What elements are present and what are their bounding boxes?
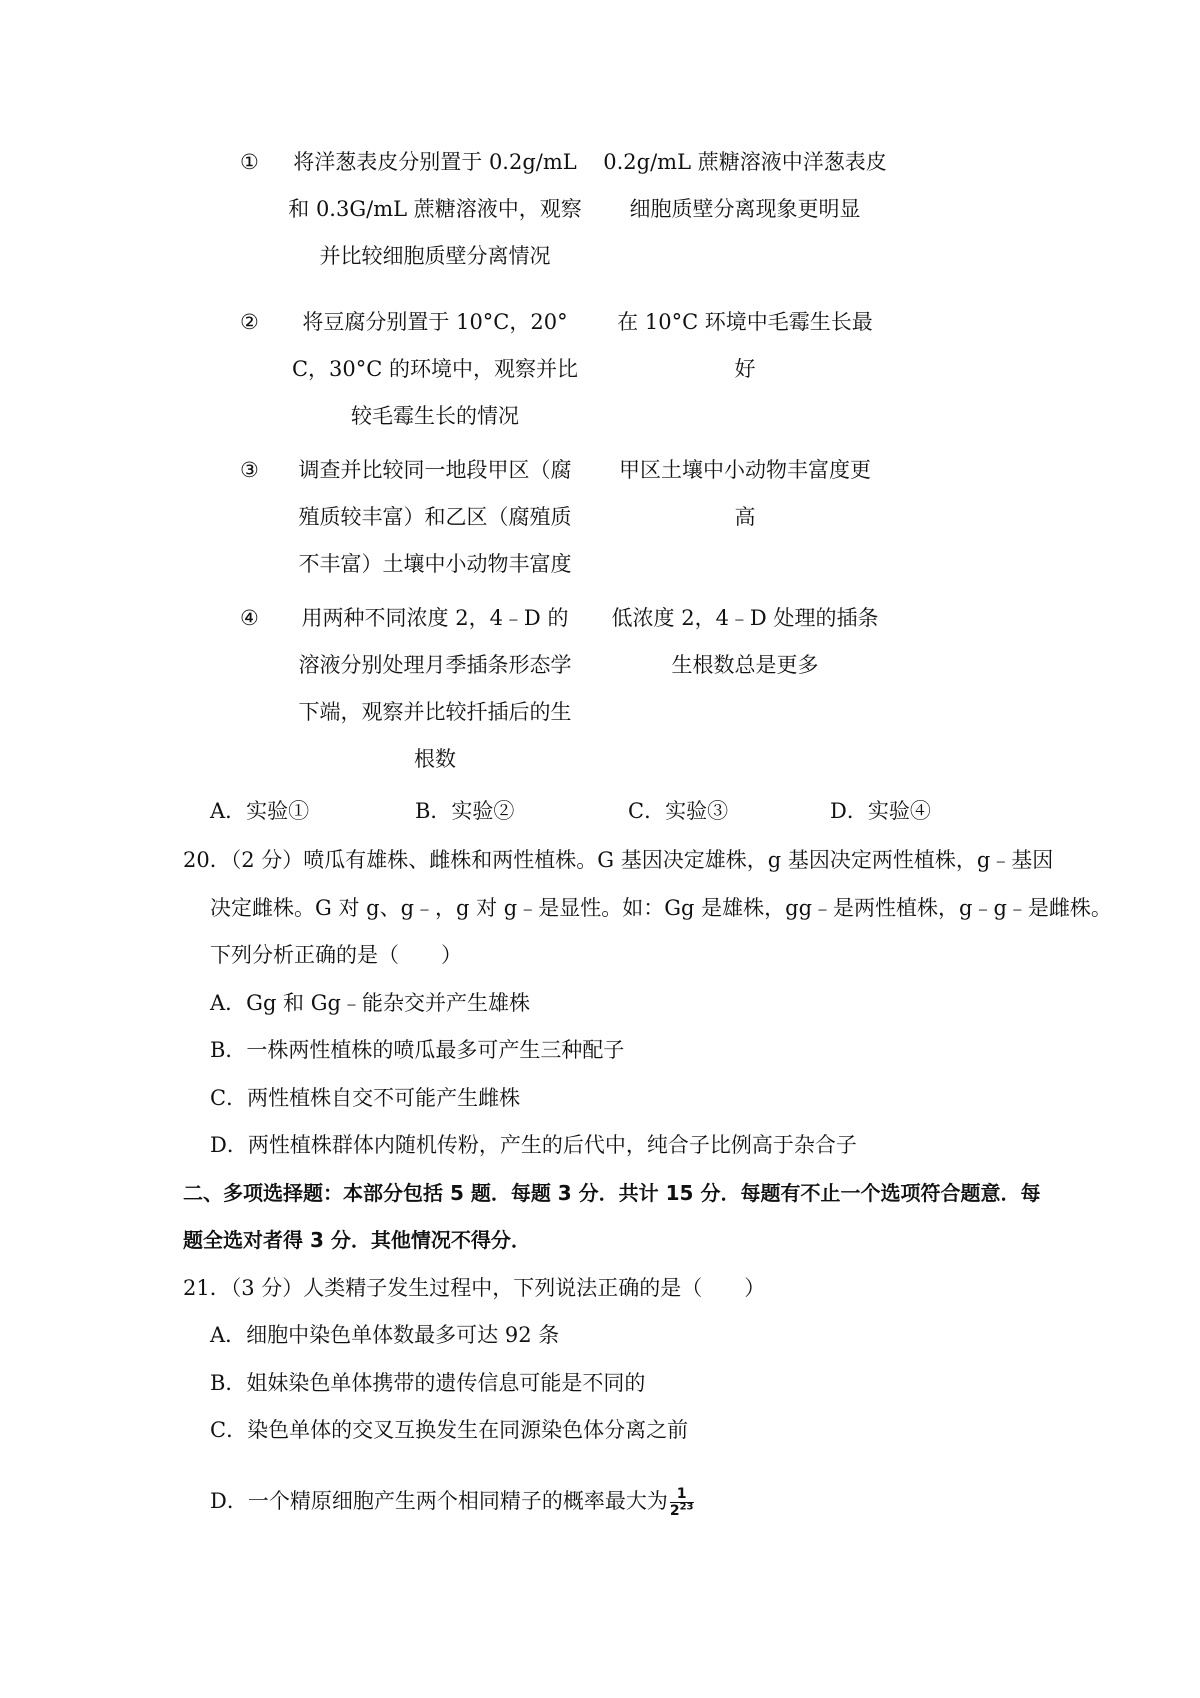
- option-c: C．两性植株自交不可能产生雌株: [210, 1086, 521, 1110]
- option-a: A．细胞中染色单体数最多可达 92 条: [210, 1323, 560, 1347]
- fraction-numerator: 1: [670, 1486, 694, 1503]
- option-d-text: D．一个精原细胞产生两个相同精子的概率最大为: [210, 1489, 668, 1513]
- fraction: [670, 1486, 694, 1519]
- cell-line: 将洋葱表皮分别置于 0.2g/mL: [293, 150, 577, 174]
- option-c: C．染色单体的交叉互换发生在同源染色体分离之前: [210, 1418, 689, 1442]
- result-cell: [595, 148, 895, 242]
- question-stem: 21．（3 分）人类精子发生过程中，下列说法正确的是（ ）: [183, 1276, 766, 1300]
- cell-line: 较毛霉生长的情况: [351, 404, 519, 428]
- cell-line: 溶液分别处理月季插条形态学: [298, 653, 572, 677]
- cell-line: 根数: [414, 747, 456, 771]
- result-cell: [595, 308, 895, 402]
- cell-line: C，30°C 的环境中，观察并比: [291, 357, 579, 381]
- option-b: B．姐妹染色单体携带的遗传信息可能是不同的: [210, 1371, 646, 1395]
- cell-line: 和 0.3G/mL 蔗糖溶液中，观察: [288, 197, 582, 221]
- method-cell: [285, 308, 585, 449]
- result-cell: [595, 604, 895, 698]
- option-b: B．实验②: [415, 799, 515, 823]
- cell-line: 调查并比较同一地段甲区（腐: [298, 458, 572, 482]
- section-heading-line: 二、多项选择题：本部分包括 5 题．每题 3 分．共计 15 分．每题有不止一个选项符合题意．每: [183, 1181, 1041, 1205]
- cell-line: 甲区土壤中小动物丰富度更: [619, 458, 871, 482]
- fraction-base: 2: [669, 1503, 680, 1519]
- result-cell: [595, 456, 895, 550]
- row-number: ①: [240, 150, 259, 174]
- option-c: C．实验③: [628, 799, 729, 823]
- cell-line: 0.2g/mL 蔗糖溶液中洋葱表皮: [603, 150, 887, 174]
- option-a: A．实验①: [210, 799, 310, 823]
- cell-line: 并比较细胞质壁分离情况: [319, 244, 551, 268]
- cell-line: 在 10°C 环境中毛霉生长最: [617, 310, 873, 334]
- method-cell: [285, 456, 585, 597]
- fraction-denominator: [670, 1503, 694, 1519]
- option-d: D．两性植株群体内随机传粉，产生的后代中，纯合子比例高于杂合子: [210, 1133, 857, 1157]
- cell-line: 好: [734, 357, 756, 381]
- option-b: B．一株两性植株的喷瓜最多可产生三种配子: [210, 1038, 625, 1062]
- fraction-exponent: 23: [679, 1501, 694, 1513]
- row-number: ④: [240, 606, 259, 630]
- cell-line: 将豆腐分别置于 10°C，20°: [302, 310, 568, 334]
- option-a: A．Gg 和 Gg﹣能杂交并产生雄株: [210, 991, 530, 1015]
- cell-line: 细胞质壁分离现象更明显: [629, 197, 861, 221]
- row-number: ②: [240, 310, 259, 334]
- option-d: [210, 1486, 694, 1519]
- question-stem-line: 下列分析正确的是（ ）: [210, 943, 462, 967]
- cell-line: 低浓度 2，4﹣D 处理的插条: [611, 606, 879, 630]
- cell-line: 用两种不同浓度 2，4﹣D 的: [301, 606, 569, 630]
- cell-line: 不丰富）土壤中小动物丰富度: [298, 552, 572, 576]
- section-heading-line: 题全选对者得 3 分．其他情况不得分．: [183, 1228, 531, 1252]
- method-cell: [285, 148, 585, 289]
- cell-line: 高: [734, 505, 756, 529]
- row-number: ③: [240, 458, 259, 482]
- option-d: D．实验④: [830, 799, 931, 823]
- question-stem-line: 20．（2 分）喷瓜有雄株、雌株和两性植株。G 基因决定雄株，g 基因决定两性植株，g﹣基因: [183, 848, 1054, 872]
- cell-line: 生根数总是更多: [671, 653, 819, 677]
- cell-line: 殖质较丰富）和乙区（腐殖质: [298, 505, 572, 529]
- cell-line: 下端，观察并比较扦插后的生: [298, 700, 572, 724]
- question-stem-line: 决定雌株。G 对 g、g﹣，g 对 g﹣是显性。如：Gg 是雄株，gg﹣是两性植株，g﹣g﹣是雌株。: [210, 896, 1112, 920]
- method-cell: [285, 604, 585, 792]
